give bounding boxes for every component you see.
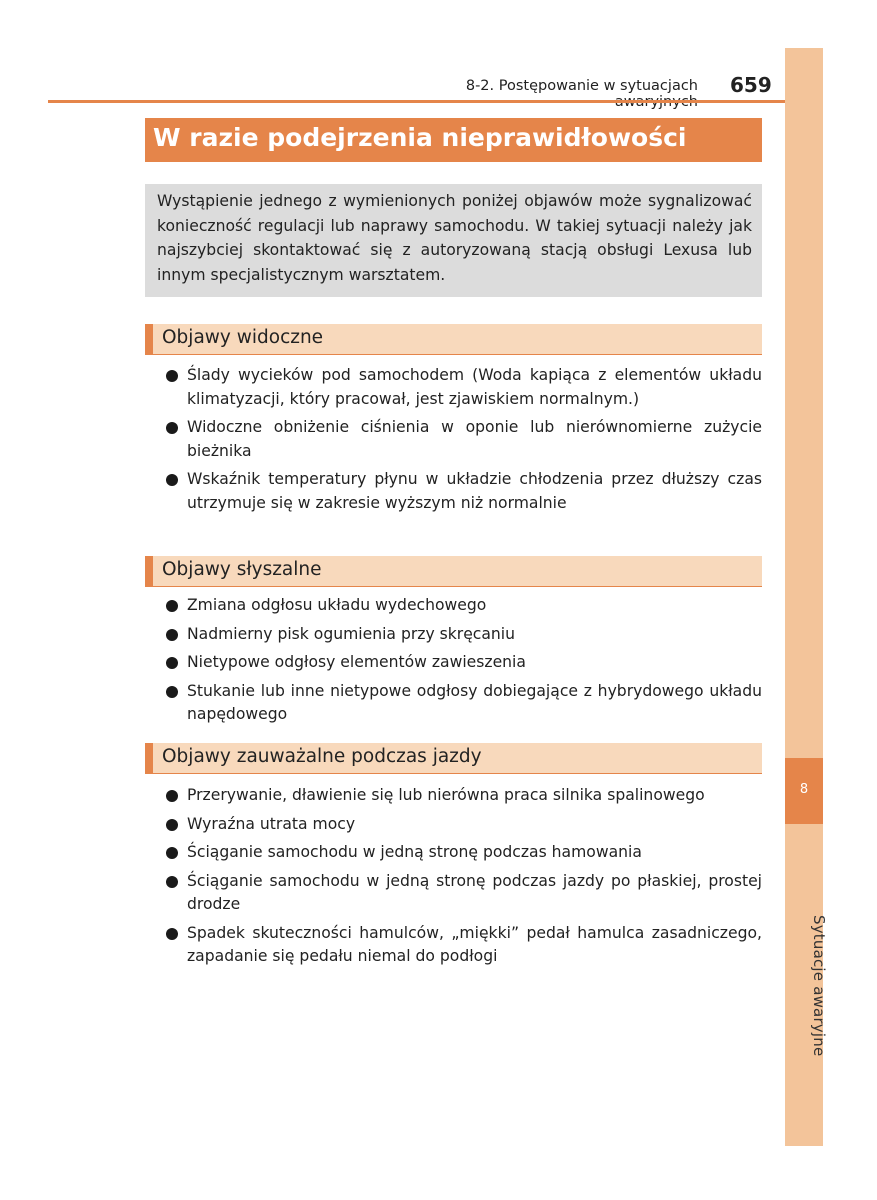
intro-box: Wystąpienie jednego z wymienionych poniżej objawów może sygnalizować konieczność regulacji lub naprawy samochodu. W takiej sytuacji należy jak najszybciej skontaktować się z autoryzowaną stacją obsługi Lexusa lub innym specjalistycznym warsztatem. bbox=[145, 184, 762, 297]
bullet-icon bbox=[166, 876, 178, 888]
bullet-icon bbox=[166, 847, 178, 859]
list-item: Zmiana odgłosu układu wydechowego bbox=[165, 594, 762, 618]
bullet-icon bbox=[166, 686, 178, 698]
list-item: Wyraźna utrata mocy bbox=[165, 813, 762, 837]
page-number: 659 bbox=[730, 73, 772, 97]
list-item: Nadmierny pisk ogumienia przy skręcaniu bbox=[165, 623, 762, 647]
page-title: W razie podejrzenia nieprawidłowości bbox=[145, 118, 762, 162]
list-item: Ściąganie samochodu w jedną stronę podczas jazdy po płaskiej, prostej drodze bbox=[165, 870, 762, 917]
bullet-icon bbox=[166, 928, 178, 940]
section-heading-driving: Objawy zauważalne podczas jazdy bbox=[145, 743, 762, 774]
header-divider bbox=[48, 100, 785, 103]
list-item: Ślady wycieków pod samochodem (Woda kapiąca z elementów układu klimatyzacji, który pracował, jest zjawiskiem normalnym.) bbox=[165, 364, 762, 411]
chapter-title: Sytuacje awaryjne bbox=[810, 915, 828, 1057]
list-driving-symptoms bbox=[165, 784, 762, 974]
list-item: Przerywanie, dławienie się lub nierówna praca silnika spalinowego bbox=[165, 784, 762, 808]
bullet-icon bbox=[166, 629, 178, 641]
bullet-icon bbox=[166, 474, 178, 486]
list-item: Stukanie lub inne nietypowe odgłosy dobiegające z hybrydowego układu napędowego bbox=[165, 680, 762, 727]
bullet-icon bbox=[166, 370, 178, 382]
bullet-icon bbox=[166, 422, 178, 434]
list-item: Widoczne obniżenie ciśnienia w oponie lub nierównomierne zużycie bieżnika bbox=[165, 416, 762, 463]
list-item: Nietypowe odgłosy elementów zawieszenia bbox=[165, 651, 762, 675]
list-visible-symptoms bbox=[165, 364, 762, 520]
bullet-icon bbox=[166, 819, 178, 831]
list-audible-symptoms bbox=[165, 594, 762, 732]
section-heading-audible: Objawy słyszalne bbox=[145, 556, 762, 587]
list-item: Spadek skuteczności hamulców, „miękki” pedał hamulca zasadniczego, zapadanie się pedału niemal do podłogi bbox=[165, 922, 762, 969]
bullet-icon bbox=[166, 657, 178, 669]
chapter-number: 8 bbox=[785, 758, 823, 824]
bullet-icon bbox=[166, 790, 178, 802]
section-heading-visible: Objawy widoczne bbox=[145, 324, 762, 355]
bullet-icon bbox=[166, 600, 178, 612]
list-item: Wskaźnik temperatury płynu w układzie chłodzenia przez dłuższy czas utrzymuje się w zakresie wyższym niż normalnie bbox=[165, 468, 762, 515]
running-header: 8-2. Postępowanie w sytuacjach bbox=[465, 78, 698, 94]
list-item: Ściąganie samochodu w jedną stronę podczas hamowania bbox=[165, 841, 762, 865]
